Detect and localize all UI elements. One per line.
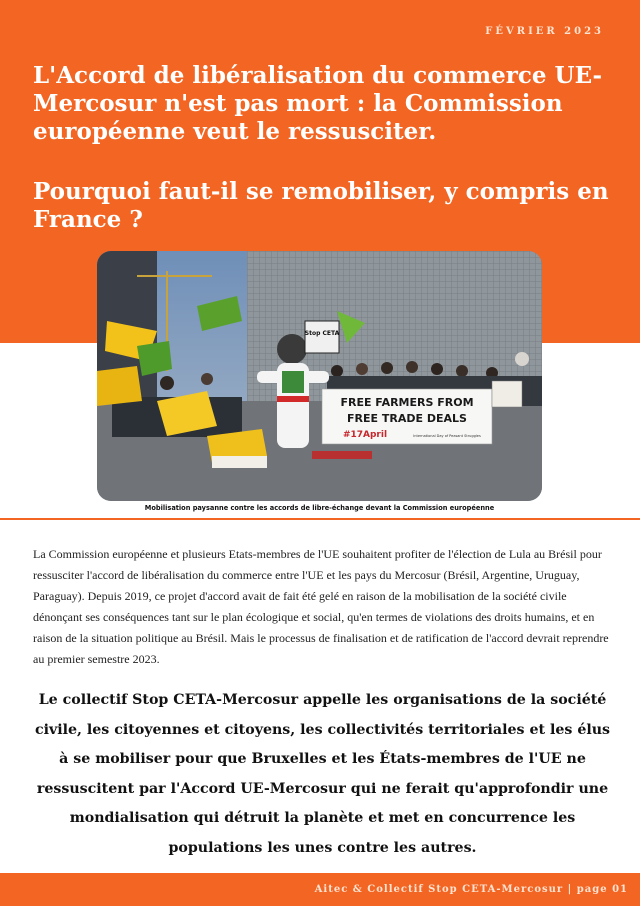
page-subtitle: Pourquoi faut-il se remobiliser, y compris en France ?: [33, 178, 609, 233]
photo-caption: Mobilisation paysanne contre les accords de libre-échange devant la Commission européenne: [144, 504, 495, 512]
footer-text: Aitec & Collectif Stop CETA-Mercosur | page 01: [314, 884, 628, 895]
footer-band: [0, 873, 640, 906]
intro-paragraph: La Commission européenne et plusieurs Etats-membres de l'UE souhaitent profiter de l'élection de Lula au Brésil pour ressusciter l'accord de libéralisation du commerce entre l'UE et les pays du Mercosur (Brésil, Argentine, Uruguay, Paraguay). Depuis 2019, ce projet d'accord avait de fait été gelé en raison de la mobilisation de la société civile dénonçant ses conséquences tant sur le plan écologique et social, qu'en termes de violations des droits humains, et en raison de la situation politique au Brésil. Mais le processus de finalisation et de ratification de l'accord devrait reprendre au premier semestre 2023.: [33, 547, 609, 666]
banner-hashtag: #17April: [342, 430, 388, 440]
ground-poster: [212, 456, 267, 468]
call-to-action: Le collectif Stop CETA-Mercosur appelle les organisations de la société civile, les citoyennes et citoyens, les collectivités territoriales et les élus à se mobiliser pour que Bruxelles et les États-membres de l'UE ne ressuscitent par l'Accord UE-Mercosur qui ne ferait qu'approfondir une mondialisation qui détruit la planète et met en concurrence les populations les unes contre les autres.: [34, 692, 611, 856]
stop-ceta-sign: [305, 321, 339, 353]
protest-photo: [97, 251, 542, 501]
protest-banner: [322, 389, 492, 444]
protest-photo-illustration: [97, 251, 542, 501]
issue-date: FÉVRIER 2023: [485, 26, 604, 37]
section-divider: [0, 518, 640, 520]
stop-ceta-sign-text: Stop CETA: [304, 330, 340, 337]
ground-poster-red: [312, 451, 372, 459]
banner-small-text: International Day of Peasant Struggles: [413, 434, 481, 438]
side-banner: [492, 381, 522, 407]
banner-line-1: FREE FARMERS FROM: [340, 396, 474, 409]
banner-line-2: FREE TRADE DEALS: [347, 412, 467, 425]
page-title: L'Accord de libéralisation du commerce UE-Mercosur n'est pas mort : la Commission européenne veut le ressusciter.: [33, 62, 603, 145]
